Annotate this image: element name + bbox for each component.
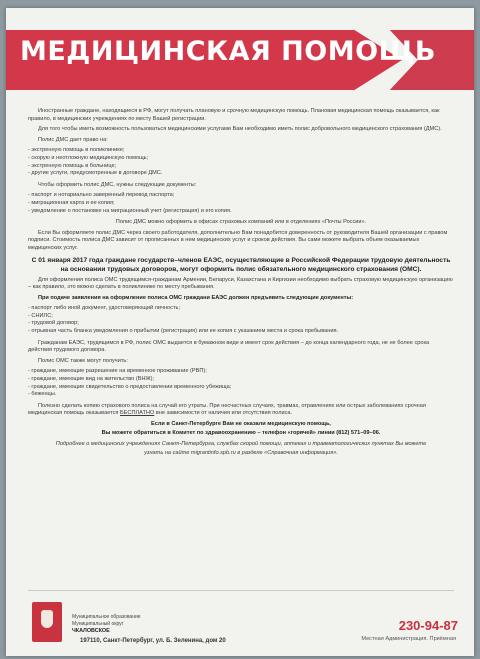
list-item: - паспорт и нотариально заверенный перевод паспорта; xyxy=(28,192,454,200)
org-line-1: Муниципальное образование xyxy=(72,614,141,620)
dms-employer-text: Если Вы оформляете полис ДМС через своего работодателя, дополнительно Вам понадобится доверенность от руководителя Вашей организации с правом подписи. Стоимость полиса ДМС зависит от прописанных в нем медицинских услуг и сроков действия. Вы сами можете выбрать объем оказываемых медицинских услуг. xyxy=(28,229,448,251)
poster-footer xyxy=(6,590,474,656)
dms-gives-heading: Полис ДМС дает право на: xyxy=(38,136,108,143)
oms-docs-list xyxy=(28,305,454,335)
eaeu-2017-notice: С 01 января 2017 года граждане государств–членов ЕАЭС, осуществляющие в Российской Федерации трудовую деятельность на основании трудовых договоров, могут оформить полис обязательного медицинского страхования (ОМС). xyxy=(31,256,451,273)
more-info-line-1: Подробнее о медицинских учреждениях Санкт-Петербурга, службах скорой помощи, аптеках и травматологических пунктах Вы можете xyxy=(55,441,427,448)
copy-note-after: вне зависимости от наличия или отсутствия полиса. xyxy=(154,410,293,417)
list-item: - граждане, имеющие свидетельство о предоставлении временного убежища; xyxy=(28,384,454,392)
list-item: - отрывная часть бланка уведомления о прибытии (регистрация) или ее копия с указанием места и срока пребывания. xyxy=(28,328,454,336)
org-name: ЧКАЛОВСКОЕ xyxy=(72,628,110,634)
copy-note-before: Полезно сделать копию страхового полиса на случай его утраты. При несчастных случаях, травмах, отравлениях или острых заболеваниях срочная медицинская помощь оказывается xyxy=(28,402,426,417)
refused-line-2: Вы можете обратиться в Комитет по здравоохранению – телефон «горячей» линии (812) 571–09–06. xyxy=(101,429,381,436)
list-item: - экстренную помощь в поликлинике; xyxy=(28,147,454,155)
list-item: - граждане, имеющие вид на жительство (ВНЖ); xyxy=(28,376,454,384)
oms-docs-heading: При подаче заявления на оформление полиса ОМС граждани ЕАЭС должен предъявить следующие документы: xyxy=(38,294,354,301)
dms-where-text: Полис ДМС можно оформить в офисах страховых компаний или в отделениях «Почты России». xyxy=(115,219,367,226)
oms-intro-text: Для оформления полиса ОМС трудящимся-гражданам Армении, Беларуси, Казахстана и Киргизии необходимо выбрать страховую медицинскую организацию – как правило, это можно сделать в поликлинике по месту пребывания. xyxy=(28,276,453,291)
poster-sheet xyxy=(6,8,474,656)
free-emphasis: БЕСПЛАТНО xyxy=(120,410,155,417)
list-item: - экстренную помощь в больнице; xyxy=(28,163,454,171)
list-item: - СНИЛС; xyxy=(28,313,454,321)
address: 197110, Санкт-Петербург, ул. Б. Зеленина, дом 20 xyxy=(80,638,226,644)
refused-line-1: Если в Санкт-Петербурге Вам не оказали медицинскую помощь, xyxy=(151,421,331,427)
copy-note xyxy=(28,403,454,418)
intro-paragraph-2: Для того чтобы иметь возможность пользоваться медицинскими услугами Вам необходимо иметь полис добровольного медицинского страхования (ДМС). xyxy=(38,126,442,133)
municipal-emblem-icon xyxy=(32,602,62,642)
org-line-2: Муниципальный округ xyxy=(72,621,124,627)
oms-also-heading: Полис ОМС также могут получить: xyxy=(38,357,128,364)
list-item: - паспорт либо иной документ, удостоверяющий личность; xyxy=(28,305,454,313)
list-item: - скорую и неотложную медицинскую помощь; xyxy=(28,155,454,163)
oms-also-list xyxy=(28,368,454,398)
dms-gives-list xyxy=(28,147,454,177)
list-item: - уведомление о постановке на миграционный учет (регистрация) и его копия. xyxy=(28,208,454,216)
footer-divider xyxy=(28,590,454,591)
oms-paper-text: Гражданам ЕАЭС, трудящимся в РФ, полис ОМС выдается в бумажном виде и имеет срок действия – до конца календарного года, не не более срока действия трудового договора. xyxy=(28,339,430,354)
list-item: - другие услуги, предусмотренные в договоре ДМС. xyxy=(28,170,454,178)
dms-docs-list xyxy=(28,192,454,215)
reception-phone: 230-94-87 xyxy=(398,618,458,633)
list-item: - беженцы. xyxy=(28,391,454,399)
list-item: - миграционная карта и ее копия; xyxy=(28,200,454,208)
municipality-name xyxy=(72,614,141,635)
list-item: - трудовой договор; xyxy=(28,320,454,328)
poster-title: МЕДИЦИНСКАЯ ПОМОЩЬ xyxy=(20,36,436,67)
dms-docs-heading: Чтобы оформить полис ДМС, нужны следующие документы: xyxy=(38,181,197,188)
more-info-line-2: узнать на сайте migrantinfo.spb.ru в разделе «Справочная информация». xyxy=(144,449,338,456)
list-item: - граждане, имеющие разрешение на временное проживание (РВП); xyxy=(28,368,454,376)
poster-body xyxy=(28,108,454,460)
reception-label: Местная Администрация. Приёмная xyxy=(361,636,456,642)
intro-paragraph-1: Иностранные граждане, находящиеся в РФ, могут получать плановую и срочную медицинскую помощь. Плановая медицинская помощь оказывается, как правило, в медицинских учреждениях по месту Вашей регистрации. xyxy=(28,108,440,122)
